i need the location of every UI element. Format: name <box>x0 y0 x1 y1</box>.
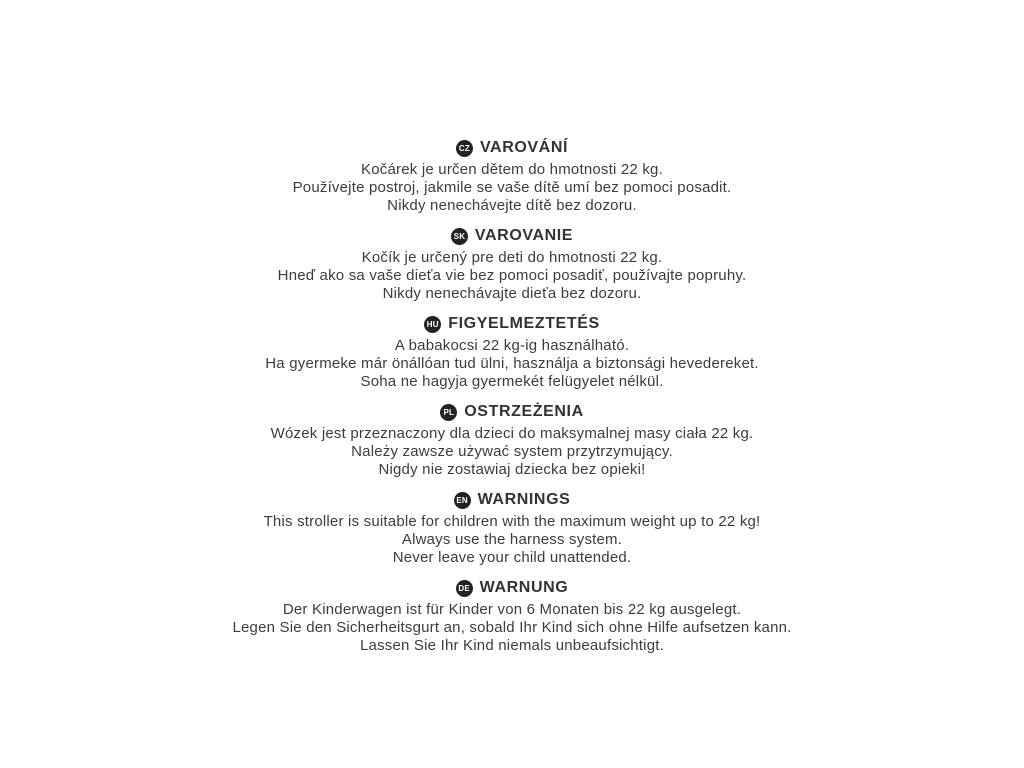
language-badge <box>454 492 471 509</box>
warning-heading <box>232 578 791 598</box>
language-badge <box>456 140 473 157</box>
warning-line: Hneď ako sa vaše dieťa vie bez pomoci posadiť, používajte popruhy. <box>277 267 747 284</box>
warning-line: Kočík je určený pre deti do hmotnosti 22 kg. <box>361 249 663 266</box>
language-badge <box>440 404 457 421</box>
warning-line: Nikdy nenechávajte dieťa bez dozoru. <box>382 285 642 302</box>
warning-line: Wózek jest przeznaczony dla dzieci do maksymalnej masy ciała 22 kg. <box>270 425 754 442</box>
language-code: EN <box>456 495 468 505</box>
language-code: HU <box>426 319 439 329</box>
warning-title: FIGYELMEZTETÉS <box>448 315 600 332</box>
warning-line: Používejte postroj, jakmile se vaše dítě umí bez pomoci posadit. <box>292 179 732 196</box>
warning-line: Nigdy nie zostawiaj dziecka bez opieki! <box>378 461 646 478</box>
language-code: DE <box>458 583 470 593</box>
warning-section <box>232 226 791 303</box>
language-code: SK <box>453 231 466 241</box>
warning-heading <box>232 138 791 158</box>
warning-line: Nikdy nenechávejte dítě bez dozoru. <box>387 197 637 214</box>
warning-title: OSTRZEŻENIA <box>464 403 584 420</box>
language-code: PL <box>443 407 455 417</box>
language-code: CZ <box>458 143 470 153</box>
warning-section <box>232 314 791 391</box>
warning-heading <box>232 402 791 422</box>
warning-line: Legen Sie den Sicherheitsgurt an, sobald Ihr Kind sich ohne Hilfe aufsetzen kann. <box>232 619 792 636</box>
warning-line: This stroller is suitable for children with the maximum weight up to 22 kg! <box>263 513 761 530</box>
warning-heading <box>232 490 791 510</box>
warning-line: Never leave your child unattended. <box>392 549 632 566</box>
language-badge <box>451 228 468 245</box>
warning-line: Kočárek je určen dětem do hmotnosti 22 kg. <box>361 161 663 178</box>
warning-heading <box>232 226 791 246</box>
warning-section <box>232 402 791 479</box>
warning-line: Soha ne hagyja gyermekét felügyelet nélkül. <box>360 373 664 390</box>
warning-heading <box>232 314 791 334</box>
language-badge <box>424 316 441 333</box>
warning-title: WARNUNG <box>479 579 569 596</box>
language-badge <box>456 580 473 597</box>
warning-line: Always use the harness system. <box>401 531 623 548</box>
warning-line: Lassen Sie Ihr Kind niemals unbeaufsichtigt. <box>360 637 664 654</box>
warning-title: WARNINGS <box>477 491 571 508</box>
warning-line: A babakocsi 22 kg-ig használható. <box>394 337 630 354</box>
warning-title: VAROVÁNÍ <box>479 139 569 156</box>
warning-line: Ha gyermeke már önállóan tud ülni, használja a biztonsági hevedereket. <box>265 355 759 372</box>
warning-section <box>232 490 791 567</box>
warning-line: Należy zawsze używać system przytrzymujący. <box>351 443 673 460</box>
warning-line: Der Kinderwagen ist für Kinder von 6 Monaten bis 22 kg ausgelegt. <box>282 601 742 618</box>
warnings-list <box>232 138 791 666</box>
warning-section <box>232 578 791 655</box>
warning-title: VAROVANIE <box>474 227 574 244</box>
warning-section <box>232 138 791 215</box>
